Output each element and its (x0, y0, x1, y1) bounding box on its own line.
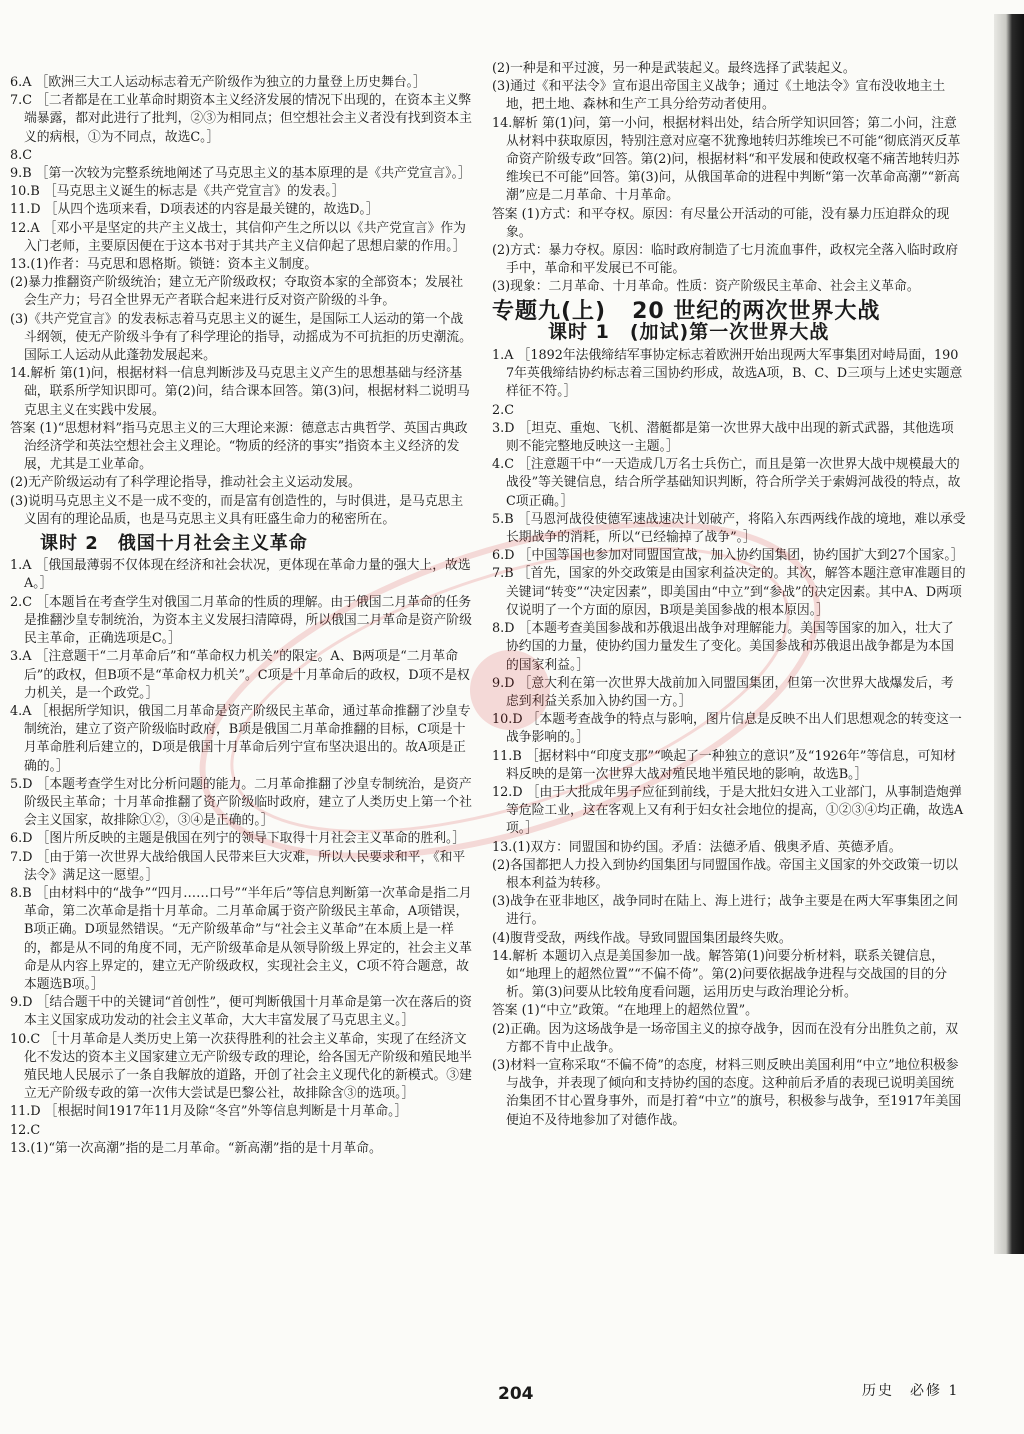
answer-item: 4.A ［根据所学知识，俄国二月革命是资产阶级民主革命，通过革命推翻了沙皇专制统治，建立了资产阶级临时政府，B项是俄国二月革命推翻的目标，C项是十月革命胜利后建立的，D项是俄国十月革命后列宁宣布坚决退出的。故A项是正确的。］ (10, 703, 471, 774)
answer-item: 7.B ［首先，国家的外交政策是由国家利益决定的。其次，解答本题注意审准题目的关键词“转变”“决定因素”，即美国由“中立”到“参战”的决定因素。其中A、D两项仅说明了一个方面的原因，B项是美国参战的根本原因。］ (492, 566, 966, 618)
answer-item: 4.C ［注意题干中“一天造成几万名士兵伤亡，而且是第一次世界大战中规模最大的战役”等关键信息，结合所学基础知识判断，符合所学关于索姆河战役的特点，故C项正确。］ (492, 457, 961, 509)
answer-item: 5.D ［本题考查学生对比分析问题的能力。二月革命推翻了沙皇专制统治，是资产阶级民主革命；十月革命推翻了资产阶级临时政府，建立了人类历史上第一个社会主义国家，故排除①②，③④是正确的。］ (10, 776, 472, 829)
topic-heading-label: 专题九(上) (492, 298, 607, 324)
answer-item: 6.D ［中国等国也参加对同盟国宣战，加入协约国集团，协约国扩大到27个国家。］ (492, 548, 964, 564)
answer-item: 9.D ［意大利在第一次世界大战前加入同盟国集团，但第一次世界大战爆发后，考虑到利益关系加入协约国一方。］ (492, 675, 954, 709)
answer-item: (2)暴力推翻资产阶级统治；建立无产阶级政权；夺取资本家的全部资本；发展社会生产力；号召全世界无产者联合起来进行反对资产阶级的斗争。 (10, 275, 464, 309)
answer-item: 12.A ［邓小平是坚定的共产主义战士，其信仰产生之所以以《共产党宣言》作为入门老师，主要原因便在于这本书对于其共产主义信仰起了思想启蒙的作用。］ (10, 220, 466, 254)
answer-item: (3)战争在亚非地区，战争同时在陆上、海上进行；战争主要是在两大军事集团之间进行。 (492, 894, 959, 928)
answer-item: (3)现象：二月革命、十月革命。性质：资产阶级民主革命、社会主义革命。 (492, 279, 920, 295)
answer-item: 10.D ［本题考查战争的特点与影响，图片信息是反映不出人们思想观念的转变这一战争影响的。］ (492, 712, 962, 746)
answer-item: (3)说明马克思主义不是一成不变的，而是富有创造性的，与时俱进，是马克思主义固有的理论品质，也是马克思主义具有旺盛生命力的秘密所在。 (10, 493, 464, 527)
answer-item: 9.D ［结合题干中的关键词“首创性”，便可判断俄国十月革命是第一次在落后的资本主义国家成功发动的社会主义革命，大大丰富发展了马克思主义。］ (10, 995, 472, 1029)
lesson-heading: 课时 2 俄国十月社会主义革命 (40, 533, 308, 555)
answer-item: 13.(1)双方：同盟国和协约国。矛盾：法德矛盾、俄奥矛盾、英德矛盾。 (492, 839, 902, 855)
answer-item: 1.A ［俄国最薄弱不仅体现在经济和社会状况，更体现在革命力量的强大上，故选A。］ (10, 558, 471, 592)
answer-item: 8.B ［由材料中的“战争”“四月……口号”“半年后”等信息判断第一次革命是指二月革命，第二次革命是指十月革命。二月革命属于资产阶级民主革命，A项错误，B项正确。D项显然错误。“无产阶级革命”与“社会主义革命”在本质上是一样的，都是从不同的角度不同，无产阶级革命是从领导阶级上界定的，社会主义革命是从内容上界定的，建立无产阶级政权，实现社会主义，C项不符合题意，故本题选B项。］ (10, 885, 472, 992)
answer-item: (2)各国都把人力投入到协约国集团与同盟国作战。帝国主义国家的外交政策一切以根本利益为转移。 (492, 857, 959, 891)
answer-item: 12.C (10, 1122, 41, 1138)
answer-item: (2)一种是和平过渡，另一种是武装起义。最终选择了武装起义。 (492, 61, 856, 76)
answer-item: 13.(1)“第一次高潮”指的是二月革命。“新高潮”指的是十月革命。 (10, 1140, 382, 1156)
answer-item: 8.C (10, 147, 33, 163)
page-binding-shadow (994, 14, 1024, 1254)
answer-item: 14.解析 本题切入点是美国参加一战。解答第(1)问要分析材料，联系关键信息，如“地理上的超然位置”“不偏不倚”。第(2)问要依据战争进程与交战国的目的分析。第(3)问要从比较角度看问题，运用历史与政治理论分析。 (492, 948, 947, 1001)
answer-item: 7.D ［由于第一次世界大战给俄国人民带来巨大灾难，所以人民要求和平，《和平法令》满足这一愿望。］ (10, 849, 466, 883)
answer-item: 答案 (1)“中立”政策。“在地理上的超然位置”。 (492, 1003, 758, 1019)
answer-item: 10.B ［马克思主义诞生的标志是《共产党宣言》的发表。］ (10, 184, 345, 200)
topic-heading (492, 298, 966, 324)
answer-item: 11.B ［据材料中“印度支那”“唤起了一种独立的意识”及“1926年”等信息，可知材料反映的是第一次世界大战对殖民地半殖民地的影响，故选B。］ (492, 748, 956, 782)
answer-item: 5.B ［马恩河战役使德军速战速决计划破产，将陷入东西两线作战的境地，难以承受长期战争的消耗，所以“已经输掉了战争”。］ (492, 511, 966, 546)
lesson-heading: 课时 1 (加试)第一次世界大战 (548, 320, 830, 343)
answer-item: 10.C ［十月革命是人类历史上第一次获得胜利的社会主义革命，实现了在经济文化不发达的资本主义国家建立无产阶级专政的理论，给各国无产阶级和殖民地半殖民地人民展示了一条自我解放的道路，开创了社会主义现代化的新模式。③建立无产阶级专政的第一次伟大尝试是巴黎公社，故排除含③的选项。］ (10, 1031, 472, 1102)
topic-heading-subtitle: 20 世纪的两次世界大战 (632, 298, 881, 324)
answer-item: 6.A ［欧洲三大工人运动标志着无产阶级作为独立的力量登上历史舞台。］ (10, 75, 426, 90)
answer-item: 11.D ［从四个选项来看，D项表述的内容是最关键的，故选D。］ (10, 202, 379, 218)
answer-item: 1.A ［1892年法俄缔结军事协定标志着欧洲开始出现两大军事集团对峙局面，1907年英俄缔结协约标志着三国协约形成，故选A项，B、C、D三项与上述史实题意样征不符。］ (492, 348, 963, 400)
answer-item: 9.B ［第一次较为完整系统地阐述了马克思主义的基本原理的是《共产党宣言》。］ (10, 166, 471, 182)
answer-item: (3)材料一宣称采取“不偏不倚”的态度，材料三则反映出美国利用“中立”地位积极参与战争，并表现了倾向和支持协约国的态度。这种前后矛盾的表现已说明美国统治集团不甘心置身事外，而是打着“中立”的旗号，积极参与战争，至1917年美国便迫不及待地参加了对德作战。 (492, 1057, 962, 1128)
right-column (492, 60, 966, 1130)
answer-item: 14.解析 第(1)问，根据材料一信息判断涉及马克思主义产生的思想基础与经济基础，联系所学知识即可。第(2)问，结合课本回答。第(3)问，根据材料二说明马克思主义在实践中发展。 (10, 366, 470, 418)
page-number: 204 (498, 1384, 534, 1404)
answer-item: 答案 (1)“思想材料”指马克思主义的三大理论来源：德意志古典哲学、英国古典政治经济学和英法空想社会主义理论。“物质的经济的事实”指资本主义经济的发展，尤其是工业革命。 (10, 420, 468, 473)
answer-item: 7.C ［二者都是在工业革命时期资本主义经济发展的情况下出现的，在资本主义弊端暴露，都对此进行了批判，②③为相同点；但空想社会主义者没有找到资本主义的病根，①为不同点，故选C。］ (10, 93, 472, 145)
answer-item: 8.D ［本题考查美国参战和苏俄退出战争对理解能力。美国等国家的加入，壮大了协约国的力量，使协约国力量发生了变化。美国参战和苏俄退出战争都是为本国的国家利益。］ (492, 621, 954, 673)
answer-item: 3.D ［坦克、重炮、飞机、潜艇都是第一次世界大战中出现的新式武器，其他选项则不能完整地反映这一主题。］ (492, 420, 954, 455)
answer-item: 6.D ［图片所反映的主题是俄国在列宁的领导下取得十月社会主义革命的胜利。］ (10, 831, 466, 847)
answer-item: 2.C ［本题旨在考查学生对俄国二月革命的性质的理解。由于俄国二月革命的任务是推翻沙皇专制统治，为资本主义发展扫清障碍，所以俄国二月革命是资产阶级民主革命，正确选项是C。］ (10, 594, 472, 647)
answer-item: (3)通过《和平法令》宣布退出帝国主义战争；通过《土地法令》宣布没收地主土地，把土地、森林和生产工具分给劳动者使用。 (492, 79, 946, 113)
answer-item: (2)正确。因为这场战争是一场帝国主义的掠夺战争，因而在没有分出胜负之前，双方都不肯中止战争。 (492, 1021, 959, 1055)
answer-item: 答案 (1)方式：和平夺权。原因：有尽量公开活动的可能，没有暴力压迫群众的现象。 (492, 206, 950, 240)
answer-item: (2)无产阶级运动有了科学理论指导，推动社会主义运动发展。 (10, 475, 361, 491)
answer-item: 2.C (492, 402, 515, 418)
answer-item: (3)《共产党宣言》的发表标志着马克思主义的诞生，是国际工人运动的第一个战斗纲领，使无产阶级斗争有了科学理论的指导，动摇成为不可抗拒的历史潮流。国际工人运动从此蓬勃发展起来。 (10, 311, 472, 364)
answer-item: 11.D ［根据时间1917年11月及除“冬宫”外等信息判断是十月革命。］ (10, 1104, 408, 1120)
left-column (10, 74, 476, 1158)
answer-item: 3.A ［注意题干“二月革命后”和“革命权力机关”的限定。A、B两项是“二月革命后”的政权，但B项不是“革命权力机关”。C项是十月革命后的政权，D项不是权力机关，是一个政党。］ (10, 649, 470, 701)
answer-item: (4)腹背受敌，两线作战。导致同盟国集团最终失败。 (492, 930, 792, 946)
answer-item: 12.D ［由于大批成年男子应征到前线，于是大批妇女进入工业部门，从事制造炮弹等危险工业，这在客观上又有利于妇女社会地位的提高，①②③④均正确，故选A项。］ (492, 784, 964, 837)
subject-label: 历史 必修 1 (862, 1383, 960, 1399)
answer-item: 14.解析 第(1)问，第一小问，根据材料出处，结合所学知识回答；第二小问，注意从材料中获取原因，特别注意对应毫不犹豫地转归苏维埃已不可能“彻底消灭反革命资产阶级专政”回答。第(2)问，根据材料“和平发展和使政权毫不痛苦地转归苏维埃已不可能”回答。第(3)问，从俄国革命的进程中判断“第一次革命高潮”“新高潮”应是二月革命、十月革命。 (492, 115, 961, 204)
answer-item: (2)方式：暴力夺权。原因：临时政府制造了七月流血事件，政权完全落入临时政府手中，革命和平发展已不可能。 (492, 243, 959, 277)
answer-item: 13.(1)作者：马克思和恩格斯。锁链：资本主义制度。 (10, 257, 318, 273)
